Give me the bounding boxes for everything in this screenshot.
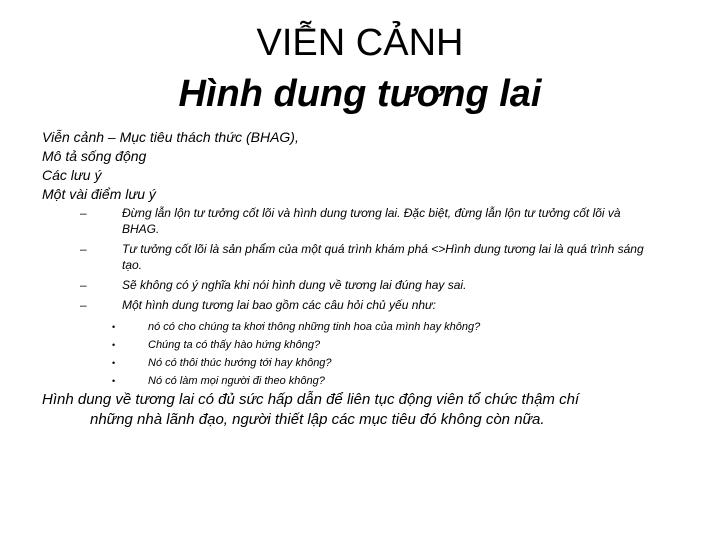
dash-item <box>80 277 660 293</box>
dash-item-text: Sẽ không có ý nghĩa khi nói hình dung về tương lai đúng hay sai. <box>122 278 467 292</box>
bullet-item <box>112 374 632 389</box>
footer-paragraph <box>42 390 682 430</box>
main-list <box>42 128 682 204</box>
dash-item <box>80 205 660 237</box>
dash-marker: – <box>80 298 87 312</box>
dash-list <box>80 205 660 317</box>
bullet-marker: • <box>112 358 116 368</box>
bullet-item-text: nó có cho chúng ta khơi thông những tinh hoa của mình hay không? <box>148 321 481 333</box>
bullet-item <box>112 338 632 353</box>
slide-subtitle: Hình dung tương lai <box>178 73 542 115</box>
bullet-item <box>112 356 632 371</box>
bullet-item-text: Chúng ta có thấy hào hứng không? <box>148 339 321 351</box>
main-item: Các lưu ý <box>42 167 102 183</box>
footer-line-1: Hình dung về tương lai có đủ sức hấp dẫn để liên tục động viên tổ chức thậm chí <box>42 391 580 408</box>
bullet-marker: • <box>112 322 116 332</box>
dash-marker: – <box>80 206 87 220</box>
main-item: Viễn cảnh – Mục tiêu thách thức (BHAG), <box>42 129 299 145</box>
slide-title: VIỄN CẢNH <box>256 22 464 64</box>
dash-item <box>80 241 660 273</box>
bullet-list <box>112 320 632 392</box>
dash-item <box>80 297 660 313</box>
dash-item-text: Tư tưởng cốt lõi là sản phẩm của một quá trình khám phá <>Hình dung tương lai là quá trình sáng tạo. <box>122 242 644 272</box>
bullet-item-text: Nó có thôi thúc hướng tới hay không? <box>148 357 332 369</box>
bullet-marker: • <box>112 340 116 350</box>
footer-line-2: những nhà lãnh đạo, người thiết lập các mục tiêu đó không còn nữa. <box>90 411 545 428</box>
dash-marker: – <box>80 278 87 292</box>
bullet-item <box>112 320 632 335</box>
bullet-marker: • <box>112 376 116 386</box>
main-item: Mô tả sống động <box>42 148 147 164</box>
dash-item-text: Một hình dung tương lai bao gồm các câu hỏi chủ yếu như: <box>122 298 436 312</box>
main-item: Một vài điểm lưu ý <box>42 186 156 202</box>
bullet-item-text: Nó có làm mọi người đi theo không? <box>148 375 325 387</box>
dash-item-text: Đừng lẫn lộn tư tưởng cốt lõi và hình dung tương lai. Đặc biệt, đừng lẫn lộn tư tưởng cốt lõi và BHAG. <box>122 206 621 236</box>
dash-marker: – <box>80 242 87 256</box>
